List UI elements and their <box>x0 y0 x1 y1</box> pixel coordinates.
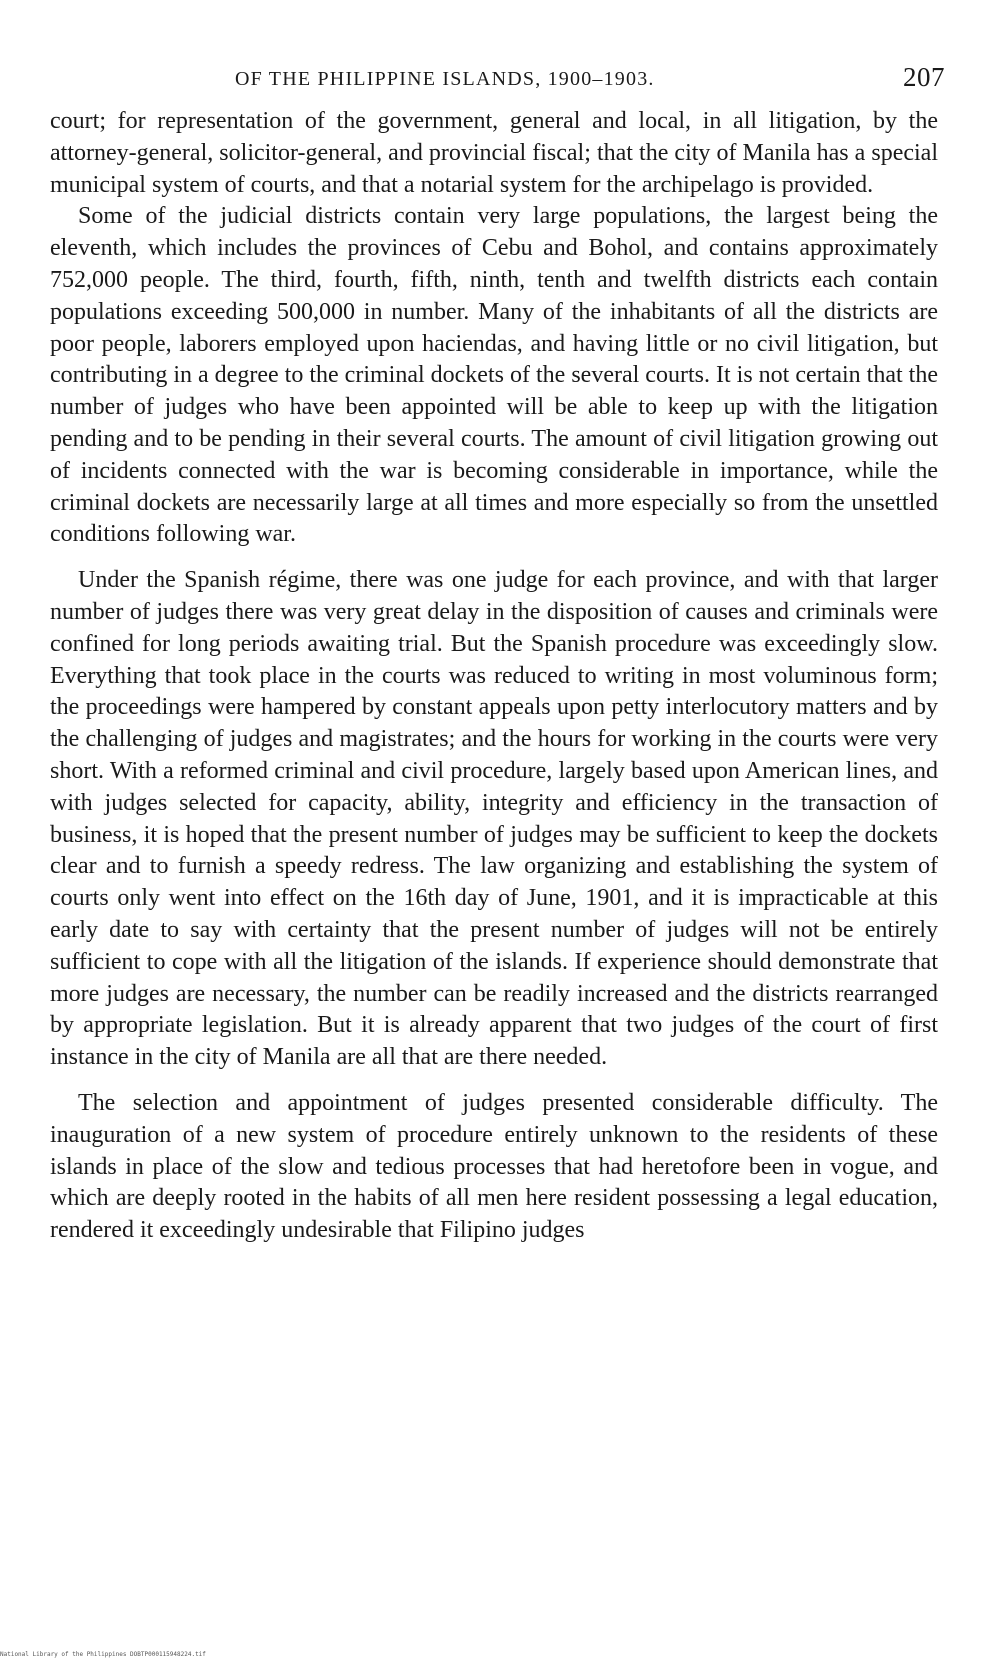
paragraph-judicial-districts: Some of the judicial districts contain very large populations, the largest being the eleventh, which includes the provinces of Cebu and Bohol, and contains approximately 752,000 people. The third, fourth, fifth, ninth, tenth and twelfth districts each contain populations exceeding 500,000 in number. Many of the inhabitants of all the districts are poor people, laborers employed upon haciendas, and having little or no civil litigation, but contributing in a degree to the criminal dockets of the several courts. It is not certain that the number of judges who have been appointed will be able to keep up with the litigation pending and to be pending in their several courts. The amount of civil litigation growing out of incidents connected with the war is becoming considerable in importance, while the criminal dockets are necessarily large at all times and more especially so from the unsettled conditions following war. <box>50 203 938 548</box>
paragraph-spanish-regime: Under the Spanish régime, there was one judge for each province, and with that larger number of judges there was very great delay in the disposition of causes and criminals were confined for long periods awaiting trial. But the Spanish procedure was exceedingly slow. Everything that took place in the courts was reduced to writing in most voluminous form; the proceedings were hampered by constant appeals upon petty interlocutory matters and by the challenging of judges and magistrates; and the hours for working in the courts were very short. With a reformed criminal and civil procedure, largely based upon American lines, and with judges selected for capacity, ability, integrity and efficiency in the transaction of business, it is hoped that the present number of judges may be sufficient to keep the dockets clear and to furnish a speedy redress. The law organizing and establishing the system of courts only went into effect on the 16th day of June, 1901, and it is impracticable at this early date to say with certainty that the present number of judges will not be entirely sufficient to cope with all the litigation of the islands. If experience should demonstrate that more judges are necessary, the number can be readily increased and the districts rearranged by appropriate legislation. But it is already apparent that two judges of the court of first instance in the city of Manila are all that are there needed. <box>50 567 938 1071</box>
paragraph-continuation: court; for representation of the government, general and local, in all litigation, by the attorney-general, solicitor-general, and provincial fiscal; that the city of Manila has a special municipal system of courts, and that a notarial system for the archipelago is provided. <box>50 108 938 198</box>
body-text <box>50 106 938 1247</box>
page-number: 207 <box>903 62 945 92</box>
running-head <box>50 62 945 102</box>
scan-footer-note: National Library of the Philippines DOBTP000115948224.tif <box>0 1651 206 1658</box>
running-title: OF THE PHILIPPINE ISLANDS, 1900–1903. <box>235 68 655 90</box>
paragraph-selection-of-judges: The selection and appointment of judges presented considerable difficulty. The inauguration of a new system of procedure entirely unknown to the residents of these islands in place of the slow and tedious processes that had heretofore been in vogue, and which are deeply rooted in the habits of all men here resident possessing a legal education, rendered it exceedingly undesirable that Filipino judges <box>50 1089 938 1244</box>
